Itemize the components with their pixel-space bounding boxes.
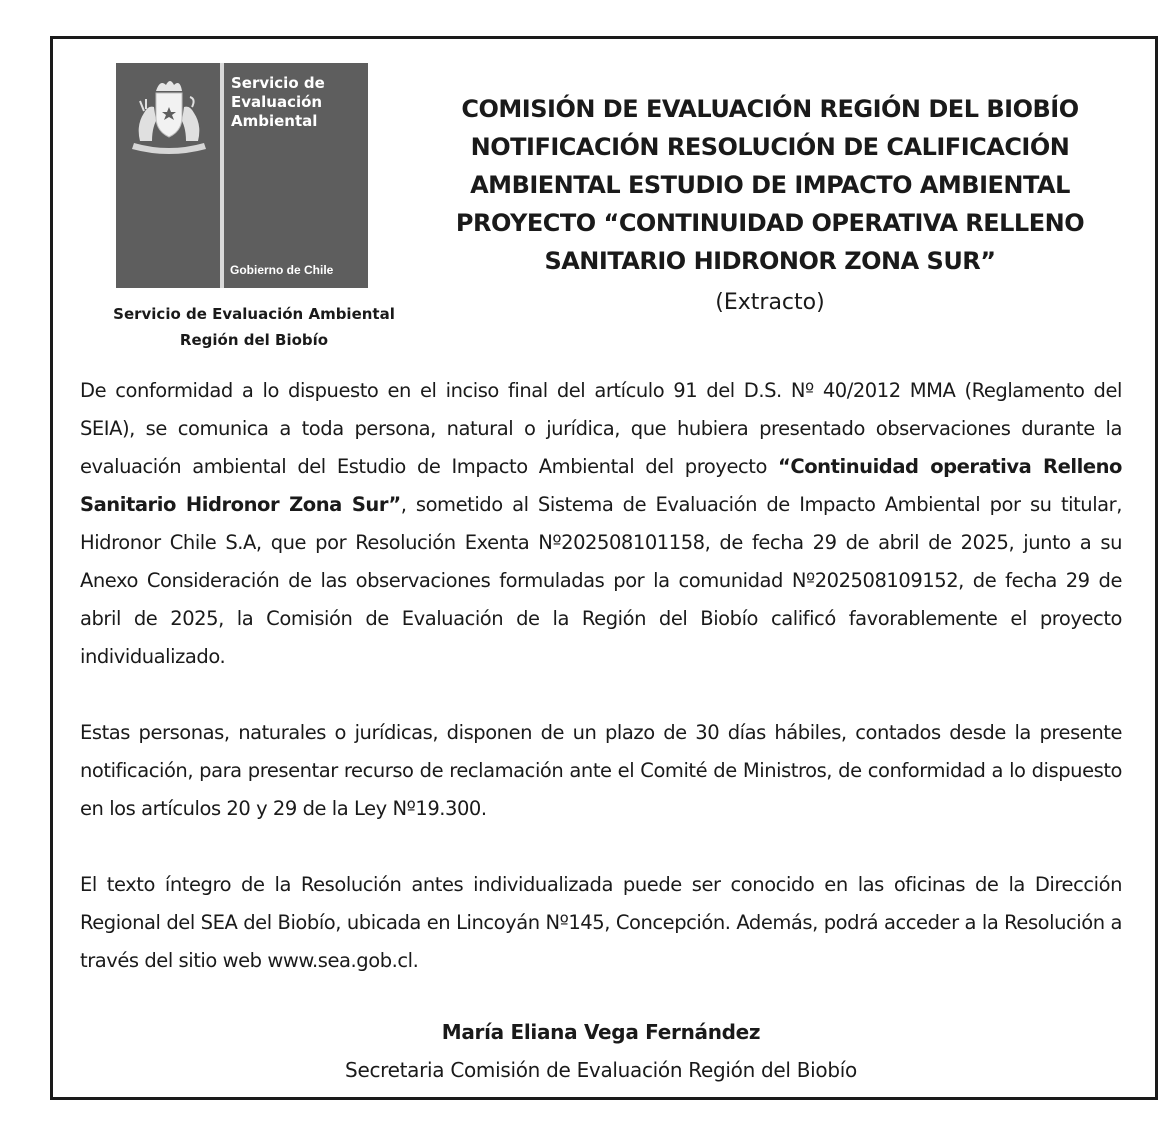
brand-line: Evaluación	[231, 93, 323, 111]
logo-divider	[220, 63, 224, 288]
notice-title	[408, 90, 1132, 280]
brand-line: Ambiental	[231, 112, 318, 130]
body-paragraph-1	[80, 372, 1122, 676]
notice-subtitle: (Extracto)	[715, 290, 825, 315]
title-line: PROYECTO “CONTINUIDAD OPERATIVA RELLENO	[455, 209, 1085, 237]
sea-logo	[116, 63, 368, 288]
signer-title: Secretaria Comisión de Evaluación Región del Biobío	[345, 1058, 857, 1082]
body-paragraph-3: El texto íntegro de la Resolución antes individualizada puede ser conocido en las oficinas de la Dirección Regional del SEA del Biobío, ubicada en Lincoyán Nº145, Concepción. Además, podrá acceder a la Resolución a través del sitio web www.sea.gob.cl.	[80, 873, 1122, 972]
government-label: Gobierno de Chile	[230, 263, 334, 277]
body-paragraph-2: Estas personas, naturales o jurídicas, disponen de un plazo de 30 días hábiles, contados desde la presente notificación, para presentar recurso de reclamación ante el Comité de Ministros, de conformidad a lo dispuesto en los artículos 20 y 29 de la Ley Nº19.300.	[80, 721, 1122, 820]
paragraph-text: De conformidad a lo dispuesto en el inciso final del artículo 91 del D.S. Nº 40/2012 MMA (Reglamento del SEIA), se comunica a toda persona, natural o jurídica, que hubiera presentado observaciones durante la evaluación ambiental del Estudio de Impacto Ambiental del proyecto	[80, 379, 1122, 478]
chile-coat-of-arms-icon	[126, 77, 212, 159]
sea-brand-text	[231, 74, 325, 131]
organization-name	[60, 301, 448, 353]
organization-region: Región del Biobío	[179, 331, 329, 349]
title-line: AMBIENTAL ESTUDIO DE IMPACTO AMBIENTAL	[470, 171, 1070, 199]
paragraph-text: , sometido al Sistema de Evaluación de Impacto Ambiental por su titular, Hidronor Chile S.A, que por Resolución Exenta Nº202508101158, de fecha 29 de abril de 2025, junto a su Anexo Consideración de las observaciones formuladas por la comunidad Nº202508109152, de fecha 29 de abril de 2025, la Comisión de Evaluación de la Región del Biobío calificó favorablemente el proyecto individualizado.	[80, 493, 1122, 668]
signer-name: María Eliana Vega Fernández	[441, 1020, 761, 1044]
title-line: COMISIÓN DE EVALUACIÓN REGIÓN DEL BIOBÍO	[461, 95, 1079, 123]
title-line: NOTIFICACIÓN RESOLUCIÓN DE CALIFICACIÓN	[470, 133, 1070, 161]
brand-line: Servicio de	[231, 74, 325, 92]
title-line: SANITARIO HIDRONOR ZONA SUR”	[544, 247, 996, 275]
organization-line: Servicio de Evaluación Ambiental	[113, 305, 395, 323]
project-name: “Continuidad operativa Relleno Sanitario Hidronor Zona Sur”	[80, 455, 1122, 516]
